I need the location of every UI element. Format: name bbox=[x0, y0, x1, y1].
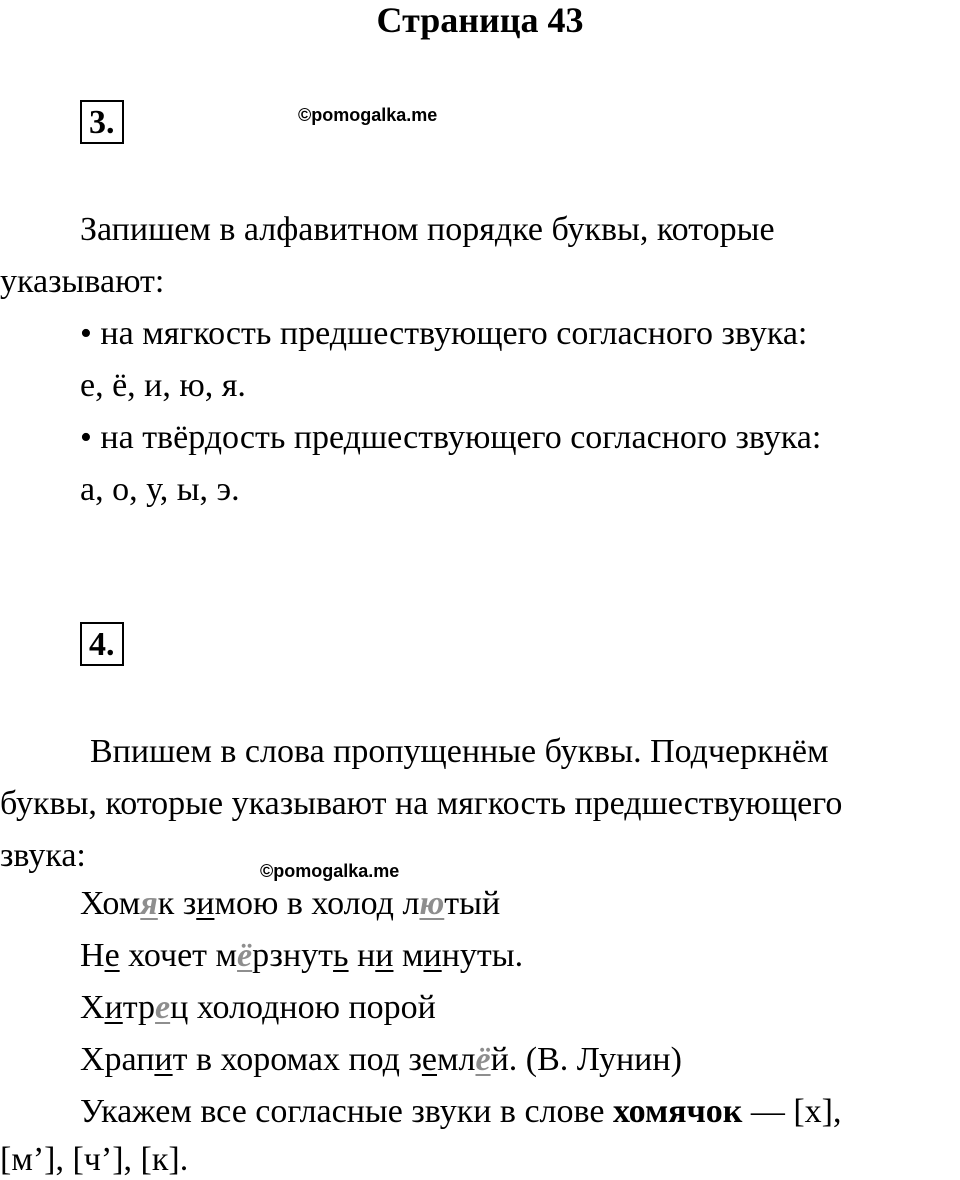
text-segment: рзнут bbox=[252, 937, 334, 974]
poem-line-3 bbox=[80, 988, 436, 1028]
task3-soft-letters: е, ё, и, ю, я. bbox=[80, 367, 246, 404]
watermark-2: ©pomogalka.me bbox=[260, 861, 400, 881]
underlined-letter: е bbox=[104, 937, 120, 974]
inserted-letter: я bbox=[140, 885, 158, 922]
text-segment: м bbox=[393, 937, 424, 974]
underlined-letter: ь bbox=[333, 937, 349, 974]
poem-line-1 bbox=[80, 884, 500, 924]
task3-intro-line-1: Запишем в алфавитном порядке буквы, которые bbox=[80, 211, 775, 248]
underlined-letter: и bbox=[196, 885, 215, 922]
task3-bullet-soft: • на мягкость предшествующего согласного звука: bbox=[80, 315, 808, 352]
text-segment: мою в холод л bbox=[214, 885, 420, 922]
task4-intro-line-2: буквы, которые указывают на мягкость предшествующего bbox=[0, 785, 843, 822]
task4-intro-line-1: Впишем в слова пропущенные буквы. Подчеркнём bbox=[90, 733, 829, 770]
page-title: Страница 43 bbox=[376, 0, 584, 40]
underlined-letter: е bbox=[421, 1041, 437, 1078]
task-number-3: 3. bbox=[80, 100, 124, 144]
text-segment: ц холодною порой bbox=[170, 989, 436, 1026]
text-segment: т в хоромах под з bbox=[172, 1041, 422, 1078]
underlined-letter: и bbox=[154, 1041, 173, 1078]
text-segment: мл bbox=[437, 1041, 476, 1078]
underlined-letter: и bbox=[423, 937, 442, 974]
task-number-4: 4. bbox=[80, 622, 124, 666]
task4-intro-line-3: звука: bbox=[0, 837, 86, 874]
inserted-letter: ю bbox=[419, 885, 445, 922]
inserted-letter: ё bbox=[237, 937, 253, 974]
inserted-letter: ё bbox=[475, 1041, 491, 1078]
text-segment: нуты. bbox=[441, 937, 524, 974]
text-segment: тр bbox=[122, 989, 156, 1026]
task3-bullet-hard: • на твёрдость предшествующего согласного звука: bbox=[80, 419, 822, 456]
text-segment: тый bbox=[444, 885, 501, 922]
inserted-letter: е bbox=[155, 989, 171, 1026]
text-segment: Храп bbox=[80, 1041, 155, 1078]
text-segment: — [х], bbox=[742, 1093, 842, 1130]
text-segment: Х bbox=[80, 989, 105, 1026]
text-segment: к з bbox=[157, 885, 197, 922]
bold-word: хомячок bbox=[612, 1093, 743, 1130]
text-segment: н bbox=[348, 937, 376, 974]
text-segment: Хом bbox=[80, 885, 141, 922]
text-segment: хочет м bbox=[119, 937, 238, 974]
poem-line-2 bbox=[80, 936, 523, 976]
poem-line-4 bbox=[80, 1040, 682, 1080]
consonants-line-1 bbox=[80, 1092, 842, 1132]
task3-intro-line-2: указывают: bbox=[0, 263, 165, 300]
text-segment: Н bbox=[80, 937, 105, 974]
underlined-letter: и bbox=[375, 937, 394, 974]
task3-hard-letters: а, о, у, ы, э. bbox=[80, 471, 240, 508]
consonants-line-2: [м’], [ч’], [к]. bbox=[0, 1141, 189, 1178]
text-segment: Укажем все согласные звуки в слове bbox=[80, 1093, 613, 1130]
watermark: ©pomogalka.me bbox=[298, 105, 438, 125]
text-segment: й. (В. Лунин) bbox=[490, 1041, 682, 1078]
underlined-letter: и bbox=[104, 989, 123, 1026]
